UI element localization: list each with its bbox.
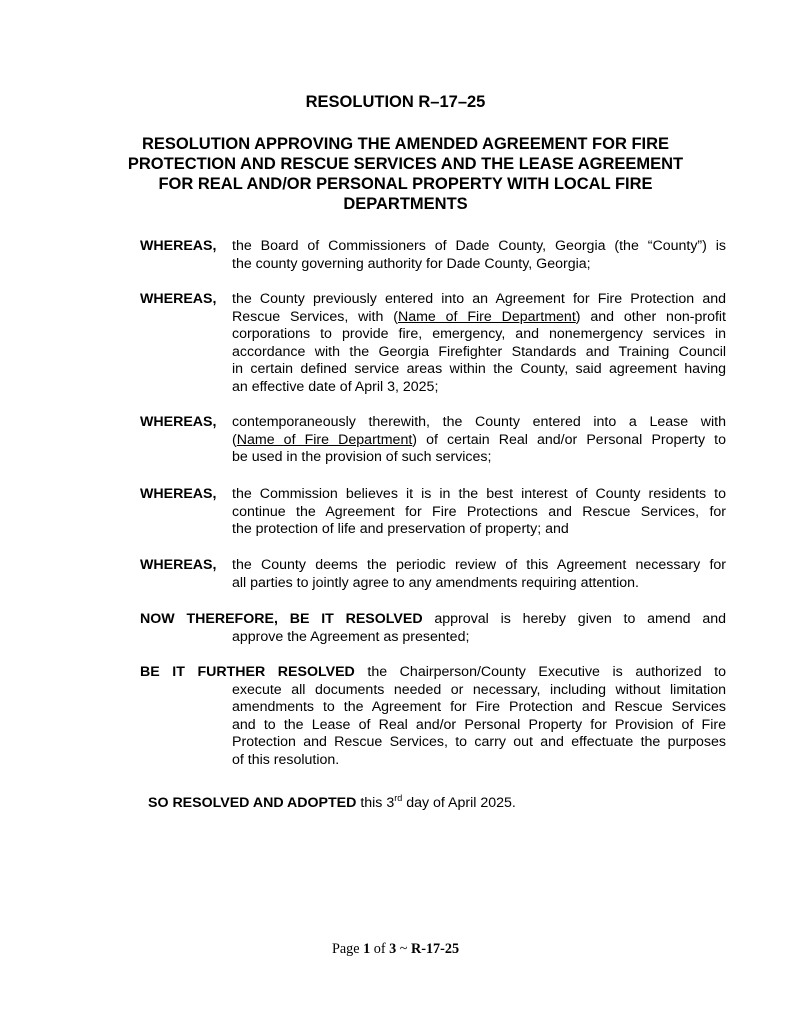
title-line: DEPARTMENTS [343,195,468,213]
whereas-label: WHEREAS, [140,486,217,502]
text-fragment: ) and other non-profit [575,308,726,325]
whereas-label: WHEREAS, [140,414,217,430]
text-fragment: ) of certain Real and/or Personal Property to [412,431,726,448]
clause-label: BE IT FURTHER RESOLVED [140,664,355,680]
adoption-statement [148,793,516,811]
adopted-label: SO RESOLVED AND ADOPTED [148,795,357,811]
clause-line: approve the Agreement as presented; [232,628,470,645]
whereas-label: WHEREAS, [140,291,217,307]
clause-body [232,557,726,592]
clause-line: Protection and Rescue Services, to carry out and effectuate the purposes [232,734,726,750]
whereas-label: WHEREAS, [140,557,217,573]
clause-line: execute all documents needed or necessary, including without limitation [232,681,726,698]
title-line: RESOLUTION APPROVING THE AMENDED AGREEMENT FOR FIRE [141,135,670,153]
clause-line [232,432,726,450]
text-fragment: Rescue Services, with ( [232,308,398,325]
title-line: PROTECTION AND RESCUE SERVICES AND THE LEASE AGREEMENT [127,155,684,173]
title-line: FOR REAL AND/OR PERSONAL PROPERTY WITH LOCAL FIRE [158,175,653,193]
clause-body [232,291,726,396]
clause-line: in certain defined service areas within the County, said agreement having [232,361,726,377]
footer-of-word: of [370,941,390,957]
clause-body [232,414,726,467]
clause-line [232,309,726,327]
clause-line: the County previously entered into an Agreement for Fire Protection and [232,291,726,307]
ordinal-suffix: rd [394,793,403,803]
whereas-label: WHEREAS, [140,238,217,254]
footer-reference: R-17-25 [410,941,460,957]
now-therefore-clause [140,611,726,646]
text-fragment: approval is hereby given to amend and [422,611,726,627]
fire-department-placeholder: Name of Fire Department [236,431,413,448]
clause-label: NOW THEREFORE, BE IT RESOLVED [140,611,423,627]
clause-line: an effective date of April 3, 2025; [232,378,439,395]
resolution-title [95,134,716,214]
footer-separator: ~ [396,941,411,957]
clause-line: the Board of Commissioners of Dade County, Georgia (the “County”) is [232,238,726,254]
fire-department-placeholder: Name of Fire Department [397,308,576,325]
clause-line: the county governing authority for Dade County, Georgia; [232,255,591,272]
clause-line: all parties to jointly agree to any amendments requiring attention. [232,574,639,591]
page-footer [0,941,791,958]
further-resolved-clause [140,664,726,769]
clause-line: contemporaneously therewith, the County entered into a Lease with [232,414,726,430]
clause-line: corporations to provide fire, emergency, and nonemergency services in [232,326,726,342]
resolution-number: RESOLUTION R–17–25 [305,93,486,111]
clause-line: be used in the provision of such services; [232,449,492,465]
footer-page-total: 3 [389,941,397,957]
clause-line: of this resolution. [232,751,340,768]
clause-body [232,486,726,539]
clause-line [140,611,726,629]
clause-line: the County deems the periodic review of this Agreement necessary for [232,557,726,573]
clause-line: continue the Agreement for Fire Protections and Rescue Services, for [232,503,726,520]
clause-line: the protection of life and preservation of property; and [232,521,569,537]
clause-line: accordance with the Georgia Firefighter Standards and Training Council [232,343,726,360]
footer-page-number: 1 [363,941,371,957]
clause-line: and to the Lease of Real and/or Personal Property for Provision of Fire [232,716,726,733]
footer-page-word: Page [331,941,364,957]
clause-line: the Commission believes it is in the best interest of County residents to [232,486,726,502]
text-fragment: ( [232,431,237,448]
clause-line [140,664,726,682]
clause-line: amendments to the Agreement for Fire Protection and Rescue Services [232,699,726,715]
text-fragment: this 3 [356,795,395,811]
clause-body [232,238,726,273]
text-fragment: day of April 2025. [402,795,516,811]
text-fragment: the Chairperson/County Executive is authorized to [354,664,726,680]
